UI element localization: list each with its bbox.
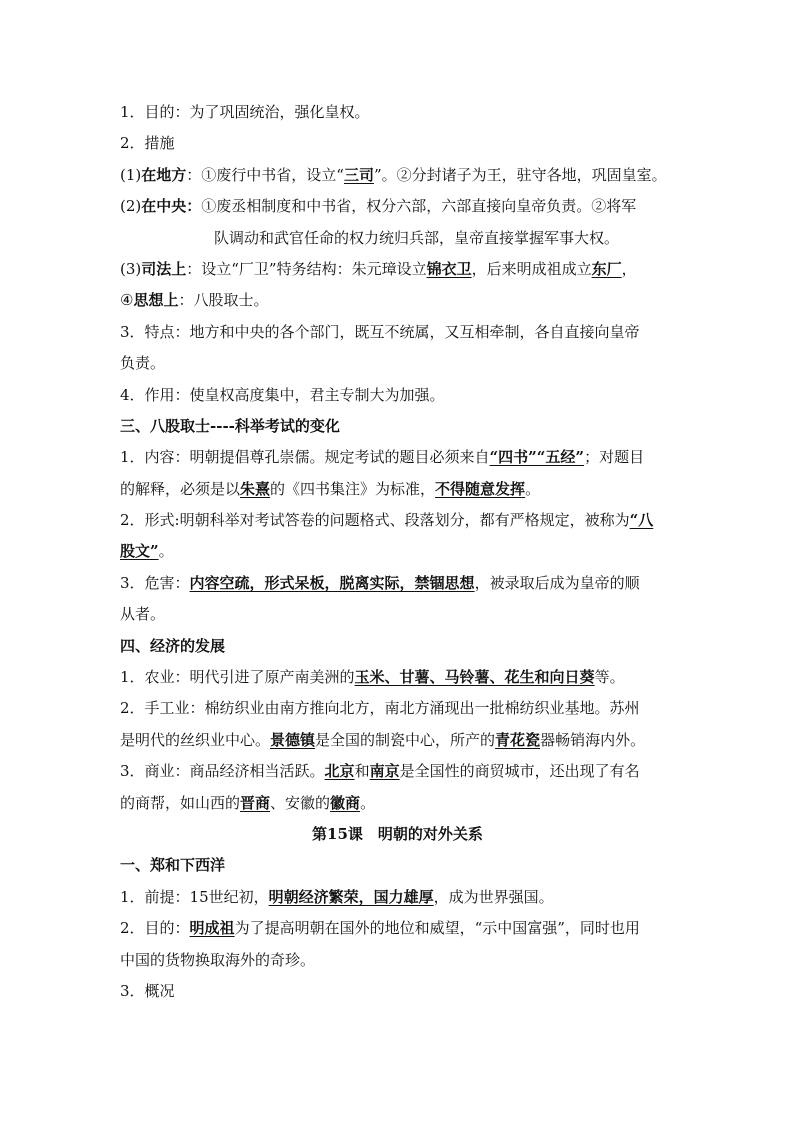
key-term: 朱熹: [240, 479, 271, 498]
text: ，: [621, 259, 637, 278]
paragraph-continuation: [120, 945, 675, 976]
text: 。: [360, 793, 376, 812]
text: ，成为世界强国。: [433, 887, 554, 906]
text: 2．形式:明朝科举对考试答卷的问题格式、段落划分，都有严格规定，被称为: [120, 511, 630, 530]
text: 器畅销海内外。: [540, 730, 646, 749]
paragraph: [120, 913, 675, 944]
key-term: 北京: [324, 762, 355, 781]
text: 。: [525, 479, 541, 498]
paragraph-continuation: [120, 599, 675, 630]
heading-text: 四、经济的发展: [120, 636, 226, 655]
paragraph: [120, 505, 675, 536]
text: 中国的货物换取海外的奇珍。: [120, 950, 316, 969]
key-term: 不得随意发挥: [435, 479, 526, 498]
text: (2): [120, 197, 142, 216]
text: ，后来明成祖成立: [471, 259, 592, 278]
text: 3．商业：商品经济相当活跃。: [120, 762, 325, 781]
section-heading: [120, 631, 675, 662]
text: 1．前提：15世纪初，: [120, 887, 269, 906]
text: ；对题目: [584, 448, 645, 467]
paragraph: [120, 693, 675, 724]
key-term: 徽商: [330, 793, 361, 812]
text: ”。②分封诸子为王，驻守各地，巩固皇室。: [373, 165, 667, 184]
text: 是全国的制瓷中心，所产的: [315, 730, 496, 749]
key-term: “八: [629, 511, 654, 530]
lesson-title-text: 第15课 明朝的对外关系: [312, 824, 483, 843]
key-term: 东厂: [591, 259, 622, 278]
text: 4．作用：使皇权高度集中，君主专制大为加强。: [120, 385, 445, 404]
text: 2．手工业：棉纺织业由南方推向北方，南北方涌现出一批棉纺织业基地。苏州: [120, 699, 640, 718]
paragraph-continuation: [120, 788, 675, 819]
text: ：①废行中书省，设立“: [186, 165, 344, 184]
key-term: 景德镇: [270, 730, 316, 749]
key-term: 锦衣卫: [426, 259, 472, 278]
paragraph-continuation: [120, 474, 675, 505]
text: ：八股取士。: [178, 291, 269, 310]
text: ①废丞相制度和中书省，权分六部，六部直接向皇帝负责。②将军: [201, 197, 637, 216]
key-term: 青花瓷: [495, 730, 541, 749]
text: 是全国性的商贸城市，还出现了有名: [399, 762, 640, 781]
paragraph: [120, 97, 675, 128]
text: 。: [158, 542, 174, 561]
text: 的《四书集注》为标准，: [270, 479, 436, 498]
text: 为了提高明朝在国外的地位和威望，“示中国富强”，同时也用: [234, 919, 640, 938]
paragraph: [120, 191, 675, 222]
key-term: 明成祖: [189, 919, 235, 938]
lesson-title: [120, 819, 675, 850]
bold-text: 思想上: [133, 291, 179, 310]
paragraph: [120, 285, 675, 316]
text: 是明代的丝织业中心。: [120, 730, 271, 749]
key-term: 三司: [343, 165, 374, 184]
paragraph-continuation: [120, 223, 675, 254]
text: 1．农业：明代引进了原产南美洲的: [120, 668, 355, 687]
bold-text: 司法上: [141, 259, 187, 278]
paragraph: [120, 128, 675, 159]
text: 和: [354, 762, 370, 781]
text: 等。: [594, 668, 625, 687]
bold-text: 在地方: [141, 165, 187, 184]
document-body: [120, 97, 675, 1007]
paragraph-continuation: [120, 725, 675, 756]
text: (1): [120, 165, 142, 184]
text: 从者。: [120, 605, 166, 624]
section-heading: [120, 411, 675, 442]
paragraph: [120, 254, 675, 285]
paragraph: [120, 160, 675, 191]
section-heading: [120, 850, 675, 881]
key-term: 玉米、甘薯、马铃薯、花生和向日葵: [354, 668, 595, 687]
text: 1．内容：明朝提倡尊孔崇儒。规定考试的题目必须来自: [120, 448, 490, 467]
text: ：设立“厂卫”特务结构：朱元璋设立: [186, 259, 427, 278]
heading-text: 一、郑和下西洋: [120, 856, 226, 875]
text: 3．特点：地方和中央的各个部门，既互不统属，又互相牵制，各自直接向皇帝: [120, 322, 640, 341]
paragraph-continuation: [120, 348, 675, 379]
text: 3．概况: [120, 981, 175, 1000]
text: 2．措施: [120, 134, 175, 153]
text: 的解释，必须是以: [120, 479, 241, 498]
text: 1．目的：为了巩固统治，强化皇权。: [120, 103, 370, 121]
key-term: “四书”“五经”: [489, 448, 585, 467]
key-term: 明朝经济繁荣，国力雄厚: [268, 887, 434, 906]
paragraph-continuation: [120, 536, 675, 567]
text: 负责。: [120, 354, 166, 373]
text: 2．目的：: [120, 919, 190, 938]
paragraph: [120, 442, 675, 473]
paragraph: [120, 568, 675, 599]
text: 队调动和武官任命的权力统归兵部，皇帝直接掌握军事大权。: [214, 228, 620, 247]
paragraph: [120, 317, 675, 348]
text: 3．危害：: [120, 573, 190, 592]
bold-text: 在中央：: [141, 197, 202, 216]
paragraph: [120, 882, 675, 913]
text: (3): [120, 259, 142, 278]
text: 、安徽的: [270, 793, 331, 812]
text: 的商帮，如山西的: [120, 793, 241, 812]
heading-text: 三、八股取士----科举考试的变化: [120, 416, 340, 435]
text: ，被录取后成为皇帝的顺: [474, 573, 640, 592]
paragraph: [120, 976, 675, 1007]
key-term: 南京: [369, 762, 400, 781]
key-term: 晋商: [240, 793, 271, 812]
paragraph: [120, 380, 675, 411]
text: ④: [120, 291, 134, 310]
key-term: 股文”: [120, 542, 159, 561]
paragraph: [120, 662, 675, 693]
paragraph: [120, 756, 675, 787]
key-term: 内容空疏，形式呆板，脱离实际，禁锢思想: [189, 573, 475, 592]
